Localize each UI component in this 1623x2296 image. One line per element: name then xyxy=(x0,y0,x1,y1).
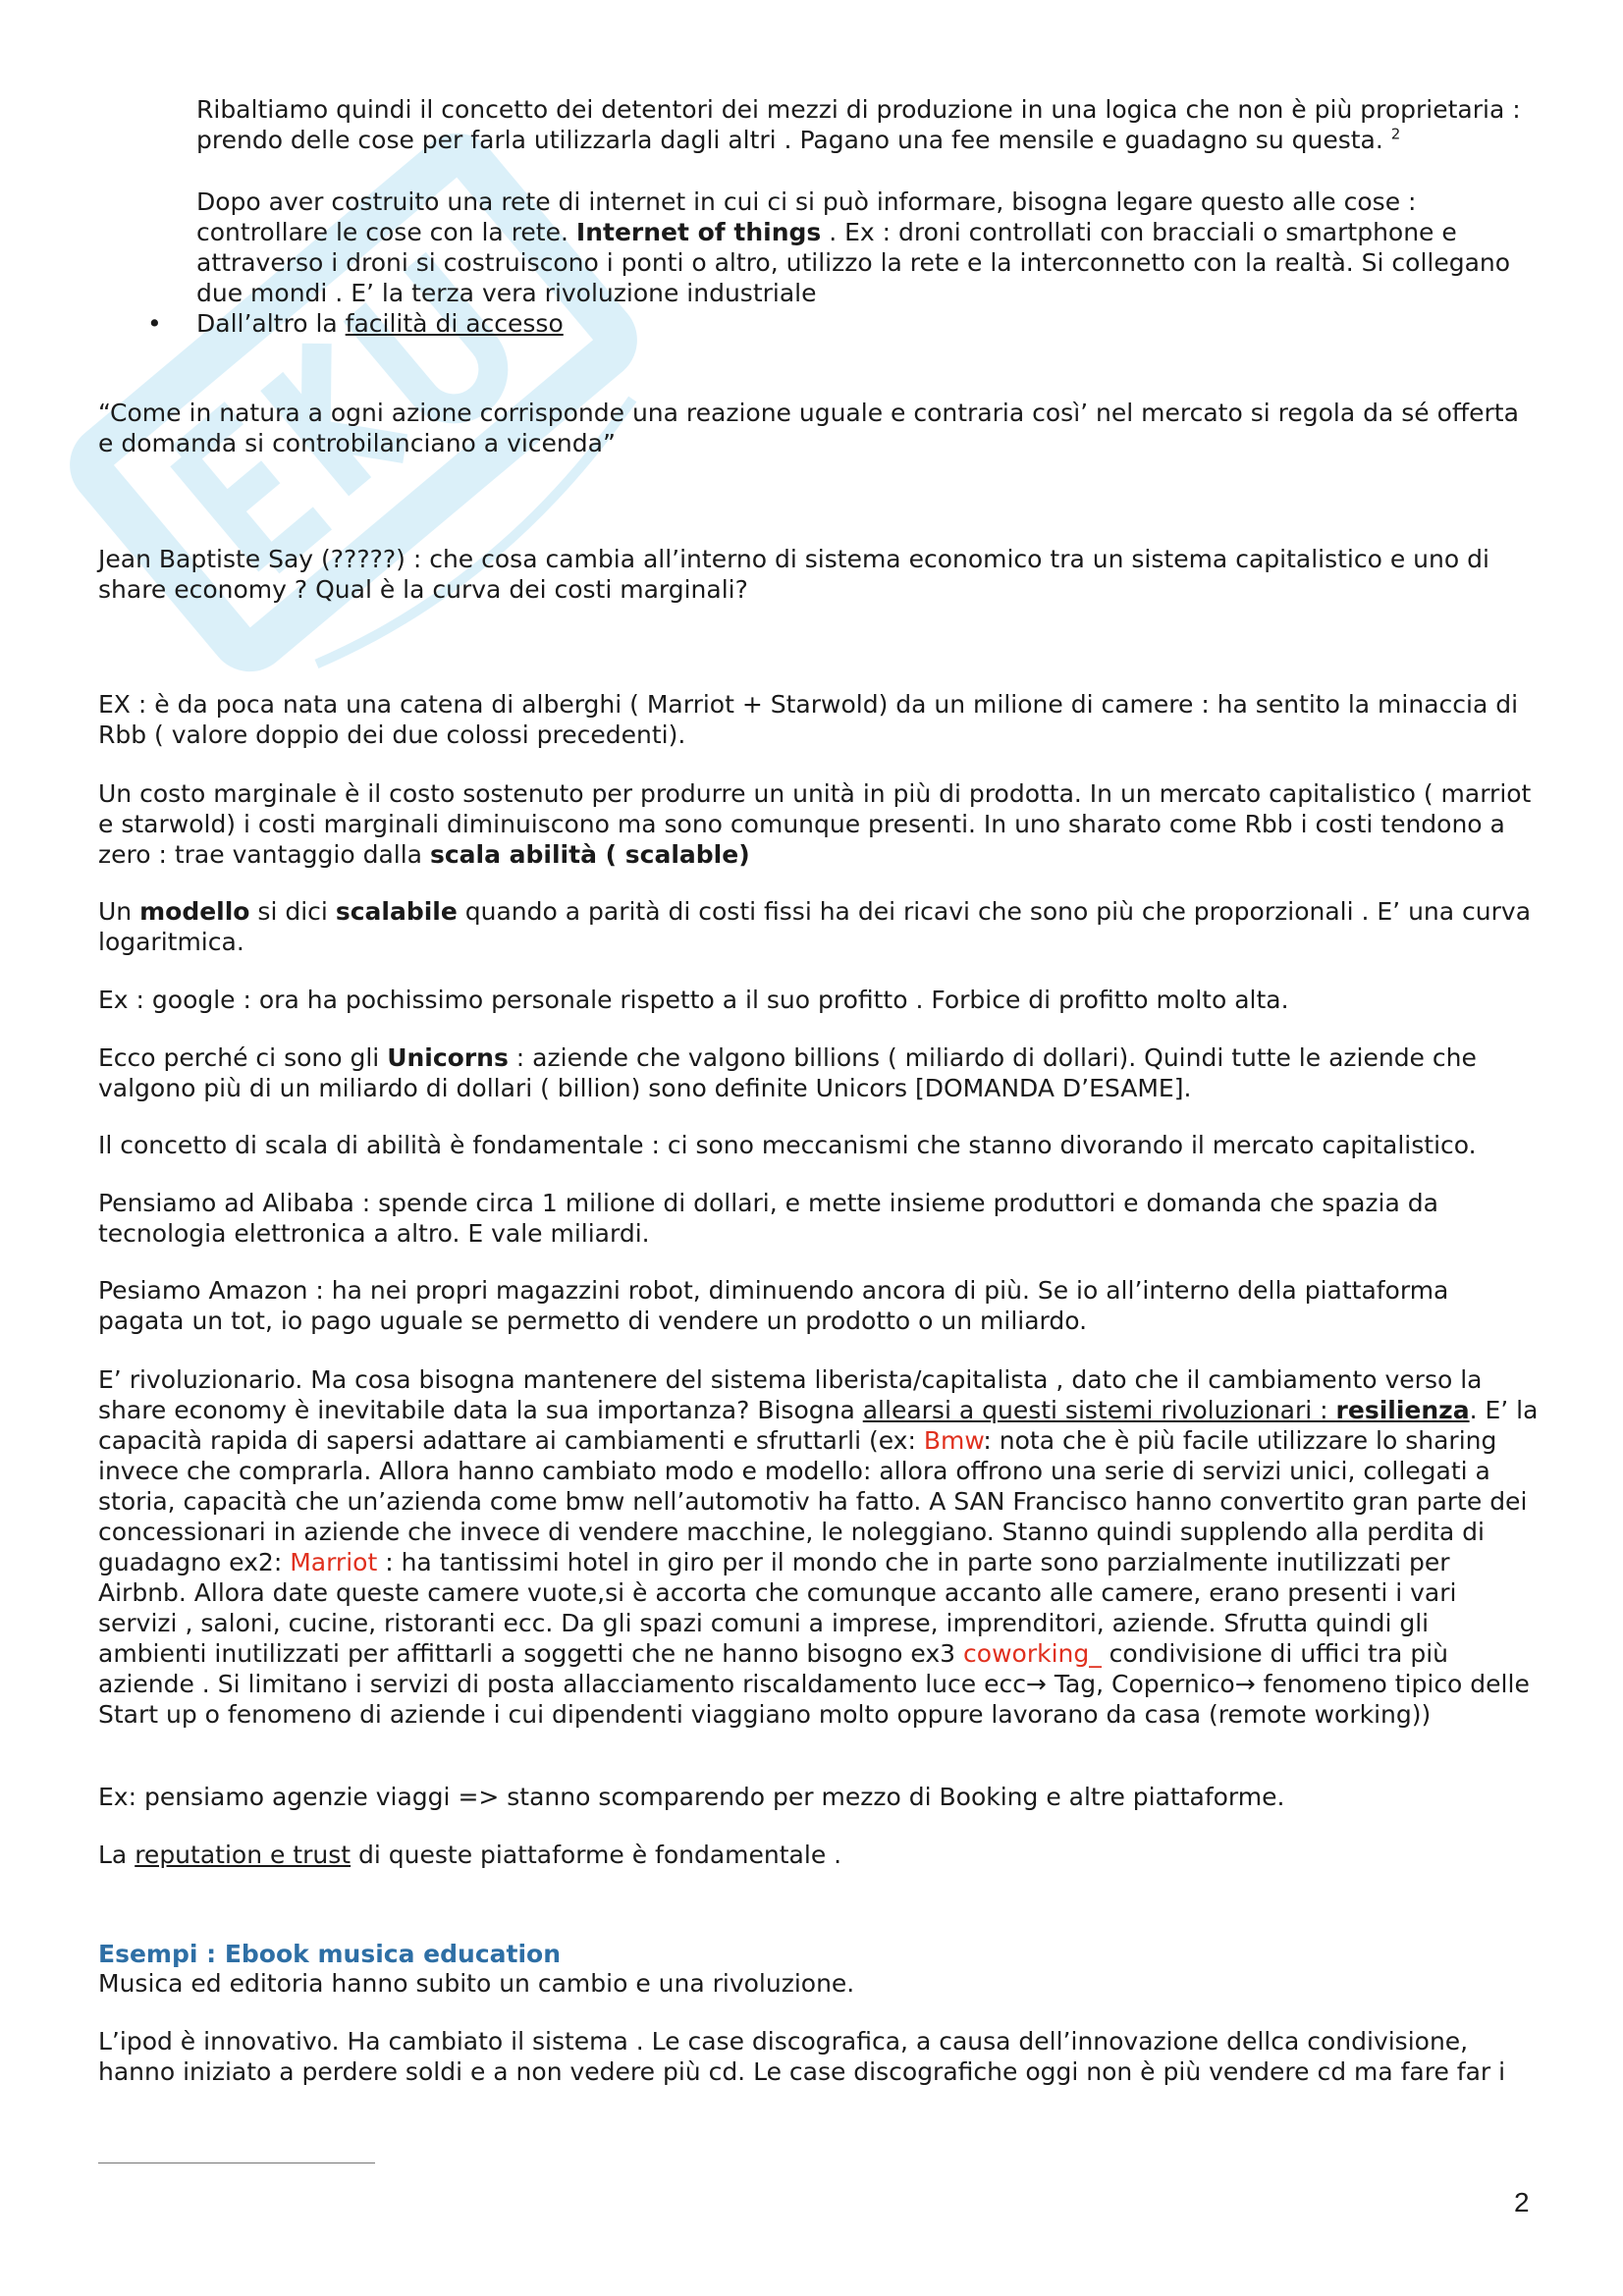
paragraph-scala-abilita: Il concetto di scala di abilità è fondamentale : ci sono meccanismi che stanno divorando il mercato capitalistico. xyxy=(98,1131,1477,1159)
paragraph-rivoluzionario: E’ rivoluzionario. Ma cosa bisogna mantenere del sistema liberista/capitalista , dato che il cambiamento verso la share economy è inevitabile data la sua importanza? Bisogna allearsi a questi sistemi rivoluzionari : resilienza. E’ la capacità rapida di sapersi adattare ai cambiamenti e sfruttarli (ex: Bmw: nota che è più facile utilizzare lo sharing invece che comprarla. Allora hanno cambiato modo e modello: allora offrono una serie di servizi unici, collegati a storia, capacità che un’azienda come bmw nell’automotiv ha fatto. A SAN Francisco hanno convertito gran parte dei concessionari in aziende che invece di vendere macchine, le noleggiano. Stanno quindi supplendo alla perdita di guadagno ex2: Marriot : ha tantissimi hotel in giro per il mondo che in parte sono parzialmente inutilizzati per Airbnb. Allora date queste camere vuote,si è accorta che comunque accanto alle camere, erano presenti i vari servizi , saloni, cucine, ristoranti ecc. Da gli spazi comuni a imprese, imprenditori, aziende. Sfrutta quindi gli ambienti inutilizzati per affittarli a soggetti che ne hanno bisogno ex3 coworking_ condivisione di uffici tra più aziende . Si limitano i servizi di posta allacciamento riscaldamento luce ecc→ Tag, Copernico→ fenomeno tipico delle Start up o fenomeno di aziende i cui dipendenti viaggiano molto oppure lavorano da casa (remote working)) xyxy=(98,1365,1539,1729)
paragraph-say: Jean Baptiste Say (?????) : che cosa cambia all’interno di sistema economico tra un sistema capitalistico e uno di share economy ? Qual è la curva dei costi marginali? xyxy=(98,545,1489,604)
paragraph-amazon: Pesiamo Amazon : ha nei propri magazzini robot, diminuendo ancora di più. Se io all’interno della piattaforma pagata un tot, io pago uguale se permetto di vendere un prodotto o un miliardo. xyxy=(98,1276,1449,1335)
quote-paragraph: “Come in natura a ogni azione corrisponde una reazione uguale e contraria così’ nel mercato si regola da sé offerta e domanda si controbilanciano a vicenda” xyxy=(98,399,1519,457)
page-number: 2 xyxy=(1514,2187,1530,2217)
bullet-facilita-accesso: Dall’altro la facilità di accesso xyxy=(196,309,564,338)
footnote-ref: 2 xyxy=(1390,125,1401,143)
bullet-marker: • xyxy=(147,309,162,338)
paragraph-example-hotels: EX : è da poca nata una catena di alberghi ( Marriot + Starwold) da un milione di camere : ha sentito la minaccia di Rbb ( valore doppio dei due colossi precedenti). xyxy=(98,690,1519,749)
paragraph-ribaltiamo: Ribaltiamo quindi il concetto dei detentori dei mezzi di produzione in una logica che non è più proprietaria : prendo delle cose per farla utilizzarla dagli altri . Pagano una fee mensile e guadagno su questa. $^2$ xyxy=(196,95,1521,154)
paragraph-agenzie-viaggi: Ex: pensiamo agenzie viaggi => stanno scomparendo per mezzo di Booking e altre piattaforme. xyxy=(98,1783,1285,1811)
paragraph-ipod: L’ipod è innovativo. Ha cambiato il sistema . Le case discografica, a causa dell’innovazione dellca condivisione, hanno iniziato a perdere soldi e a non vedere più cd. Le case discografiche oggi non è più vendere cd ma fare far i xyxy=(98,2027,1506,2086)
paragraph-musica: Musica ed editoria hanno subito un cambio e una rivoluzione. xyxy=(98,1969,855,1998)
paragraph-internet-of-things: Dopo aver costruito una rete di internet in cui ci si può informare, bisogna legare questo alle cose : controllare le cose con la rete. Internet of things . Ex : droni controllati con bracciali o smartphone e attraverso i droni si costruiscono i ponti o altro, utilizzo la rete e la interconnetto con la realtà. Si collegano due mondi . E’ la terza vera rivoluzione industriale xyxy=(196,187,1511,307)
section-heading: Esempi : Ebook musica education xyxy=(98,1940,562,1968)
paragraph-modello-scalabile: Un modello si dici scalabile quando a parità di costi fissi ha dei ricavi che sono più che proporzionali . E’ una curva logaritmica. xyxy=(98,897,1532,956)
paragraph-google: Ex : google : ora ha pochissimo personale rispetto a il suo profitto . Forbice di profitto molto alta. xyxy=(98,986,1289,1014)
paragraph-reputation: La reputation e trust di queste piattaforme è fondamentale . xyxy=(98,1841,842,1869)
paragraph-unicorns: Ecco perché ci sono gli Unicorns : aziende che valgono billions ( miliardo di dollari). Quindi tutte le aziende che valgono più di un miliardo di dollari ( billion) sono definite Unicors [DOMANDA D’ESAME]. xyxy=(98,1043,1477,1102)
paragraph-costo-marginale: Un costo marginale è il costo sostenuto per produrre un unità in più di prodotta. In un mercato capitalistico ( marriot e starwold) i costi marginali diminuiscono ma sono comunque presenti. In uno sharato come Rbb i costi tendono a zero : trae vantaggio dalla scala abilità ( scalable) xyxy=(98,779,1532,869)
paragraph-alibaba: Pensiamo ad Alibaba : spende circa 1 milione di dollari, e mette insieme produttori e domanda che spazia da tecnologia elettronica a altro. E vale miliardi. xyxy=(98,1189,1438,1248)
